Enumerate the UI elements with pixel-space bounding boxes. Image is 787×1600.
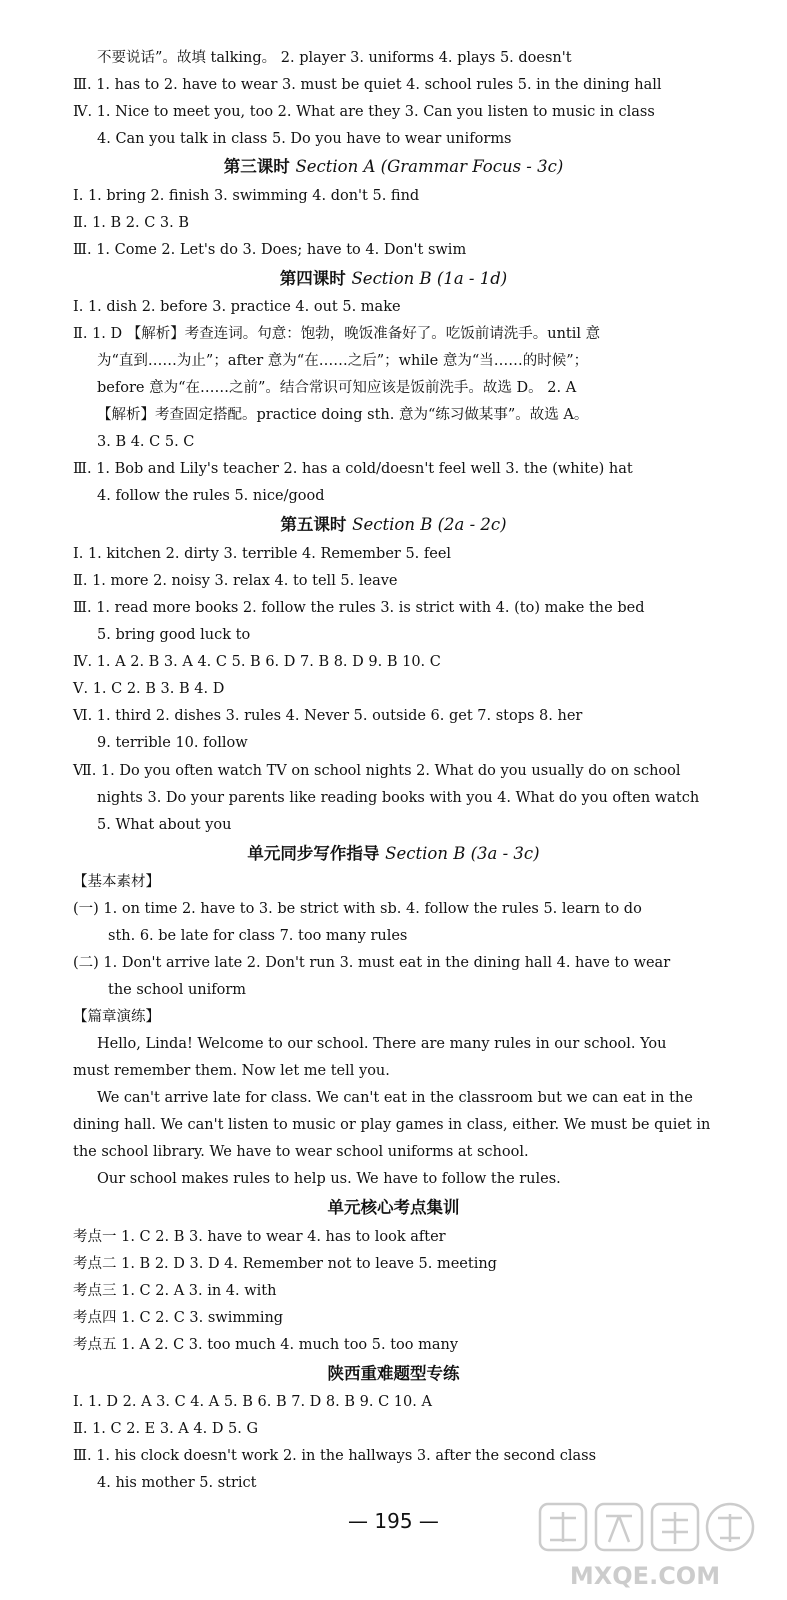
text-line: 不要说话”。故填 talking。 2. player 3. uniforms 4. plays 5. doesn't (97, 50, 572, 66)
text-line: Hello, Linda! Welcome to our school. There are many rules in our school. You (97, 1036, 667, 1052)
text-line: Ⅴ. 1. C 2. B 3. B 4. D (73, 681, 225, 697)
text-line: Ⅱ. 1. more 2. noisy 3. relax 4. to tell 5. leave (73, 573, 398, 589)
text-line: Ⅲ. 1. has to 2. have to wear 3. must be quiet 4. school rules 5. in the dining hall (73, 77, 662, 93)
section-heading (0, 156, 787, 178)
heading-cn: 第三课时 (223, 157, 290, 176)
text-line: 考点三 1. C 2. A 3. in 4. with (73, 1283, 277, 1299)
text-line: Ⅵ. 1. third 2. dishes 3. rules 4. Never 5. outside 6. get 7. stops 8. her (73, 708, 583, 724)
section-heading (0, 1363, 787, 1385)
text-line: Ⅰ. 1. kitchen 2. dirty 3. terrible 4. Remember 5. feel (73, 546, 452, 562)
text-line: the school uniform (108, 982, 247, 998)
watermark-text: MXQE.COM (569, 1562, 721, 1590)
text-line: 9. terrible 10. follow (97, 735, 248, 751)
text-line: Ⅱ. 1. D 【解析】考查连词。句意：饱勃，晚饭准备好了。吃饭前请洗手。until 意 (73, 326, 601, 342)
text-line: dining hall. We can't listen to music or play games in class, either. We must be quiet in (73, 1117, 711, 1133)
heading-section: Section B (1a - 1d) (351, 269, 508, 288)
heading-section: Section B (3a - 3c) (385, 844, 540, 863)
heading-cn: 陕西重难题型专练 (327, 1364, 460, 1383)
text-line: 4. follow the rules 5. nice/good (97, 488, 325, 504)
text-line: Ⅳ. 1. A 2. B 3. A 4. C 5. B 6. D 7. B 8. D 9. B 10. C (73, 654, 441, 670)
text-line: (二) 1. Don't arrive late 2. Don't run 3. must eat in the dining hall 4. have to wear (73, 955, 671, 971)
heading-cn: 单元同步写作指导 (247, 844, 380, 863)
text-line: (一) 1. on time 2. have to 3. be strict with sb. 4. follow the rules 5. learn to do (73, 901, 642, 917)
text-line: must remember them. Now let me tell you. (73, 1063, 390, 1079)
text-line: 【解析】考查固定搭配。practice doing sth. 意为“练习做某事”。故选 A。 (97, 407, 589, 423)
text-line: Ⅳ. 1. Nice to meet you, too 2. What are they 3. Can you listen to music in class (73, 104, 655, 120)
text-line: before 意为“在……之前”。结合常识可知应该是饭前洗手。故选 D。 2. A (97, 380, 577, 396)
text-line: the school library. We have to wear school uniforms at school. (73, 1144, 529, 1160)
heading-cn: 第四课时 (279, 269, 346, 288)
text-line: 5. What about you (97, 817, 232, 833)
text-line: Ⅲ. 1. his clock doesn't work 2. in the hallways 3. after the second class (73, 1448, 597, 1464)
text-line: 考点四 1. C 2. C 3. swimming (73, 1310, 284, 1326)
watermark-logo-icon (520, 1500, 770, 1595)
text-line: We can't arrive late for class. We can't eat in the classroom but we can eat in the (97, 1090, 693, 1106)
text-line: 考点二 1. B 2. D 3. D 4. Remember not to leave 5. meeting (73, 1256, 497, 1272)
section-heading (0, 1197, 787, 1219)
heading-section: Section B (2a - 2c) (352, 515, 507, 534)
text-line: 【基本素材】 (73, 874, 160, 890)
text-line: Ⅰ. 1. D 2. A 3. C 4. A 5. B 6. B 7. D 8. B 9. C 10. A (73, 1394, 432, 1410)
text-line: 4. his mother 5. strict (97, 1475, 257, 1491)
text-line: 考点一 1. C 2. B 3. have to wear 4. has to look after (73, 1229, 446, 1245)
text-line: Ⅰ. 1. dish 2. before 3. practice 4. out 5. make (73, 299, 401, 315)
text-line: Ⅱ. 1. B 2. C 3. B (73, 215, 190, 231)
section-heading (0, 514, 787, 536)
text-line: Ⅶ. 1. Do you often watch TV on school nights 2. What do you usually do on school (73, 763, 681, 779)
heading-cn: 第五课时 (280, 515, 347, 534)
heading-cn: 单元核心考点集训 (327, 1198, 460, 1217)
text-line: 考点五 1. A 2. C 3. too much 4. much too 5. too many (73, 1337, 459, 1353)
heading-section: Section A (Grammar Focus - 3c) (295, 157, 564, 176)
text-line: 【篇章演练】 (73, 1009, 160, 1025)
text-line: Ⅲ. 1. Come 2. Let's do 3. Does; have to 4. Don't swim (73, 242, 467, 258)
page-number: — 195 — (348, 1509, 439, 1533)
section-heading (0, 843, 787, 865)
text-line: 为“直到……为止”；after 意为“在……之后”；while 意为“当……的时候”； (97, 353, 589, 369)
text-line: Ⅰ. 1. bring 2. finish 3. swimming 4. don't 5. find (73, 188, 420, 204)
text-line: 5. bring good luck to (97, 627, 251, 643)
text-line: Our school makes rules to help us. We have to follow the rules. (97, 1171, 561, 1187)
section-heading (0, 268, 787, 290)
text-line: nights 3. Do your parents like reading books with you 4. What do you often watch (97, 790, 700, 806)
text-line: 4. Can you talk in class 5. Do you have to wear uniforms (97, 131, 512, 147)
text-line: Ⅲ. 1. read more books 2. follow the rules 3. is strict with 4. (to) make the bed (73, 600, 645, 616)
text-line: Ⅱ. 1. C 2. E 3. A 4. D 5. G (73, 1421, 259, 1437)
text-line: sth. 6. be late for class 7. too many rules (108, 928, 408, 944)
text-line: 3. B 4. C 5. C (97, 434, 195, 450)
text-line: Ⅲ. 1. Bob and Lily's teacher 2. has a cold/doesn't feel well 3. the (white) hat (73, 461, 633, 477)
